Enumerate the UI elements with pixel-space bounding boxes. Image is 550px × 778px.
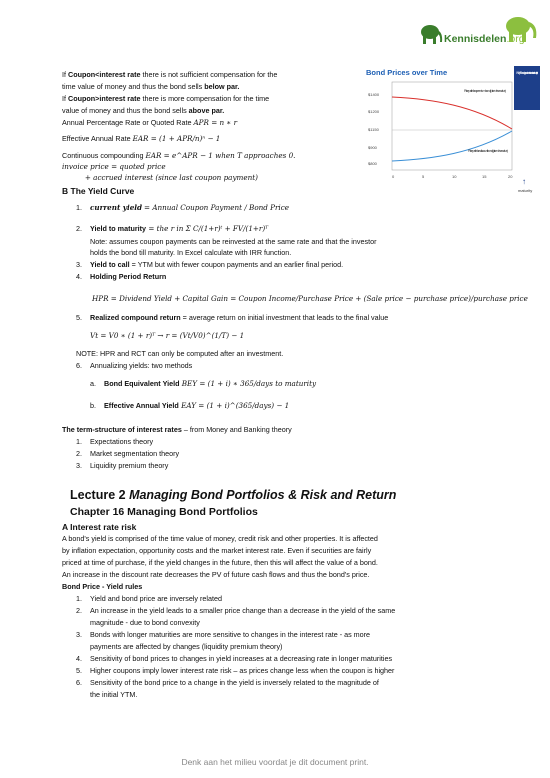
y-tick: $1200 [368,109,380,114]
hpr-rct-note: NOTE: HPR and RCT can only be computed after an investment. [76,349,284,358]
rule-item: 1. Yield and bond price are inversely related [76,594,222,603]
annualizing-item: 6. Annualizing yields: two methods [76,361,193,370]
term-structure-item: 3. Liquidity premium theory [76,461,169,470]
intro-line-3: If Coupon>interest rate there is more compensation for the time [62,94,270,103]
y-tick: $1400 [368,92,380,97]
rule-item: the initial YTM. [90,690,138,699]
rule-item: magnitude - due to bond convexity [90,618,200,627]
discount-annotation: Price path for a discount bond (price < face value) [468,149,508,153]
x-tick: 20 [508,174,513,179]
ear-formula: Effective Annual Rate EAR = (1 + APR/n)ⁿ − 1 [62,134,221,143]
paragraph-line: priced at time of purchase, if the yield changes in the future, then this will affect the value of a bond. [62,558,378,567]
rcr-formula: Vt = V0 ∗ (1 + r)ᵀ → r = (Vt/V0)^(1/T) − 1 [90,331,245,340]
term-structure-item: 2. Market segmentation theory [76,449,180,458]
term-structure-heading: The term-structure of interest rates – from Money and Banking theory [62,425,292,434]
intro-line-4: value of money and thus the bond sells above par. [62,106,225,115]
intro-line-2: time value of money and thus the bond sells below par. [62,82,240,91]
maturity-label: maturity [518,188,533,193]
ytm-note-2: holds the bond till maturity. In Excel calculate with IRR function. [90,248,292,257]
y-tick: $900 [368,145,377,150]
rule-item: 4. Sensitivity of bond prices to changes in yield increases at a decreasing rate in longer maturities [76,654,393,663]
site-logo-text[interactable]: Kennisdelen.org [444,33,525,45]
maturity-arrow-icon: ↑ [522,177,526,186]
lecture-heading: Lecture 2 Managing Bond Portfolios & Risk and Return [70,488,397,502]
eay-item: b. Effective Annual Yield EAY = (1 + i)^(365/days) − 1 [90,401,290,410]
chapter-heading: Chapter 16 Managing Bond Portfolios [70,506,258,518]
x-tick: 5 [422,174,425,179]
ytm-item: 2. Yield to maturity = the r in Σ C/(1+r)ᵗ + FV/(1+r)ᵀ [76,224,269,233]
current-yield-item: 1. current yield = Annual Coupon Payment / Bond Price [76,203,290,212]
hpr-item: 4. Holding Period Return [76,272,167,281]
x-tick: 10 [452,174,457,179]
bey-item: a. Bond Equivalent Yield BEY = (1 + i) ∗ 365/days to maturity [90,379,317,388]
ytm-note-1: Note: assumes coupon payments can be reinvested at the same rate and that the investor [90,237,377,246]
rule-item: 2. An increase in the yield leads to a smaller price change than a decrease in the yield of the same [76,606,396,615]
side-note-text: Why? Bond approaches face value at maturity [516,71,538,75]
paragraph-line: An increase in the discount rate decreases the PV of future cash flows and thus the bond's price. [62,570,370,579]
rules-heading: Bond Price - Yield rules [62,582,143,591]
continuous-formula: Continuous compounding EAR = e^APR − 1 when T approaches 0. [62,151,296,160]
ytc-item: 3. Yield to call = YTM but with fewer coupon payments and an earlier final period. [76,260,344,269]
term-structure-item: 1. Expectations theory [76,437,154,446]
rule-item: 3. Bonds with longer maturities are more sensitive to changes in the interest rate - as more [76,630,371,639]
apr-formula: Annual Percentage Rate or Quoted Rate APR = n ∗ r [62,118,238,127]
interest-rate-risk-heading: A Interest rate risk [62,522,137,532]
accrued-interest-line: + accrued interest (since last coupon payment) [62,173,258,182]
intro-line-1: If Coupon<interest rate there is not sufficient compensation for the [62,70,278,79]
footer-note: Denk aan het milieu voordat je dit document print. [181,757,369,767]
rule-item: payments are affected by changes (liquidity premium theory) [90,642,283,651]
premium-annotation: Price path for a premium bond (price > face value) [464,89,506,93]
rule-item: 5. Higher coupons imply lower interest rate risk – as prices change less when the coupon is higher [76,666,395,675]
chart-plot-area [392,82,512,170]
paragraph-line: by inflation expectation, opportunity costs and the market interest rate. Even if securities are fairly [62,546,372,555]
x-tick: 15 [482,174,487,179]
y-tick: $800 [368,161,377,166]
invoice-price-line: invoice price = quoted price [62,162,166,171]
paragraph-line: A bond's yield is comprised of the time value of money, credit risk and other properties. It is affected [62,534,378,543]
chart-title: Bond Prices over Time [366,68,448,77]
bond-price-chart [364,66,540,194]
x-tick: 0 [392,174,395,179]
hpr-formula: HPR = Dividend Yield + Capital Gain = Coupon Income/Purchase Price + (Sale price − purchase price)/purchase price [92,294,528,303]
yield-curve-heading: B The Yield Curve [62,186,135,196]
rule-item: 6. Sensitivity of the bond price to a change in the yield is inversely related to the magnitude of [76,678,379,687]
rcr-item: 5. Realized compound return = average return on initial investment that leads to the final value [76,313,389,322]
y-tick: $1150 [368,127,379,132]
